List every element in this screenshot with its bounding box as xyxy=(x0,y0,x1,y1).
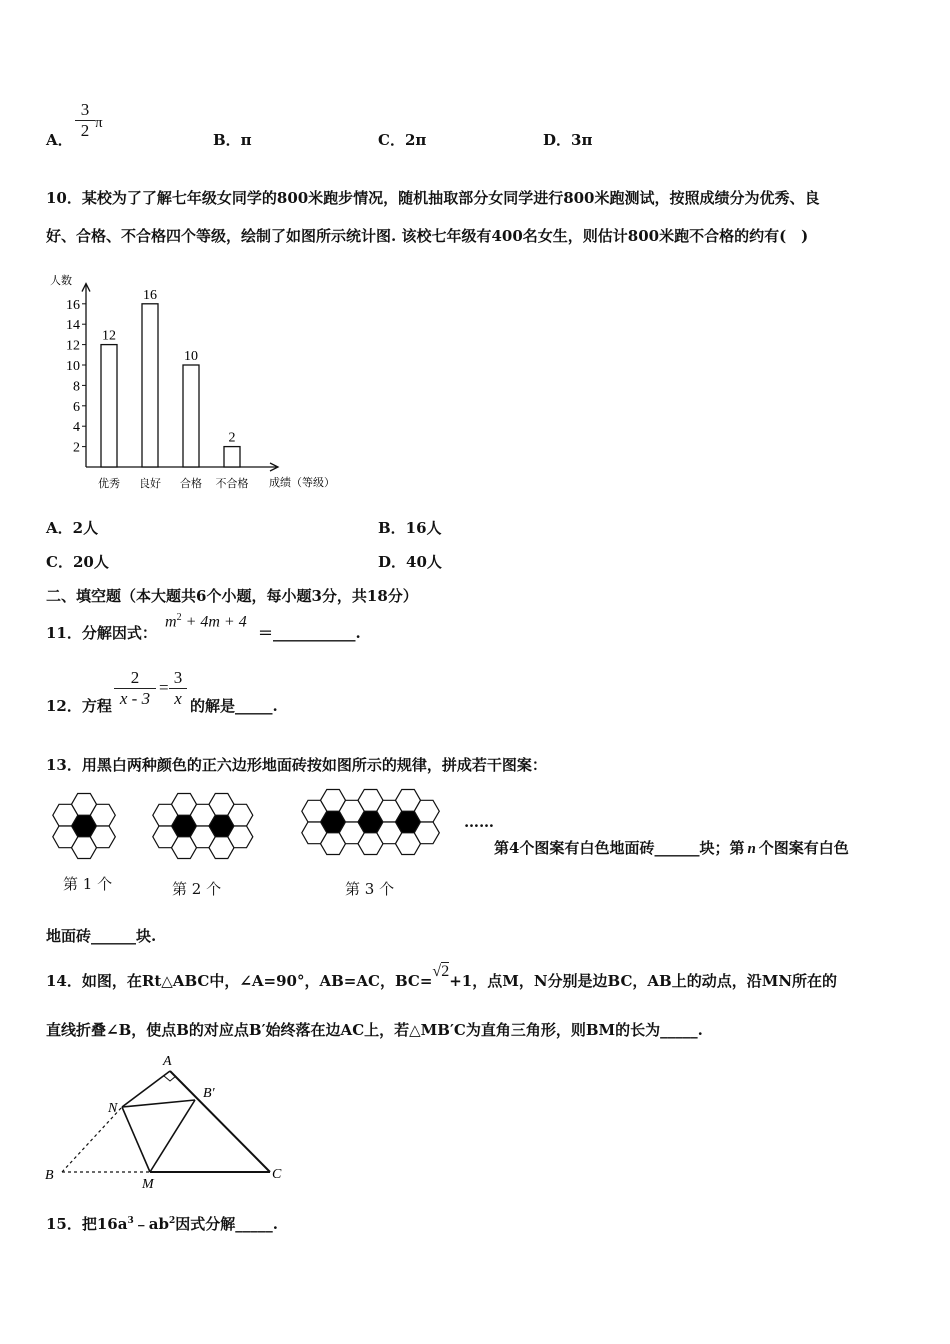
q10-option-b: B．16人 xyxy=(378,519,442,537)
q12-fraction-2-numerator: 3 xyxy=(173,668,183,687)
q13-line3: 地面砖______块. xyxy=(46,927,157,945)
chart-y-ticks xyxy=(66,298,86,456)
q11-exponent: 2 xyxy=(176,612,182,623)
y-tick-label: 6 xyxy=(73,399,80,415)
white-hexagon-tile xyxy=(414,800,439,822)
y-tick-label: 16 xyxy=(66,297,80,313)
q9-option-a-denominator: 2 xyxy=(80,121,90,140)
bar xyxy=(101,345,117,467)
chart-bars xyxy=(101,288,240,467)
y-tick-label: 2 xyxy=(73,440,80,456)
y-tick-label: 14 xyxy=(66,318,80,334)
q15-prefix: 15．把16a xyxy=(46,1215,128,1233)
q10-option-c: C．20人 xyxy=(46,553,109,571)
y-tick-label: 4 xyxy=(73,420,80,436)
x-category-label: 合格 xyxy=(180,478,202,490)
segment-mbp xyxy=(150,1100,195,1172)
q12-prefix: 12．方程 xyxy=(46,697,112,715)
y-tick-label: 8 xyxy=(73,379,80,395)
q12-fraction-1-denominator: x - 3 xyxy=(119,689,151,708)
pattern-label-2: 第 2 个 xyxy=(172,880,222,898)
bar-value-label: 16 xyxy=(143,287,157,303)
q15-exponent-1: 3 xyxy=(127,1216,134,1226)
white-hexagon-tile xyxy=(228,826,253,848)
q12-fraction-2 xyxy=(169,668,187,709)
point-m-label: M xyxy=(142,1177,154,1192)
point-bprime-label: B′ xyxy=(203,1086,215,1101)
chart-ylabel: 人数 xyxy=(50,275,72,287)
triangle-figure xyxy=(40,1052,290,1192)
q9-option-a-pi: π xyxy=(95,115,103,131)
chart-xlabel: 成绩（等级） xyxy=(269,477,335,489)
bar-chart xyxy=(46,270,346,495)
q13-fill-line-a: 第4个图案有白色地面砖______块；第 xyxy=(494,839,745,857)
q9-option-a-numerator: 3 xyxy=(80,100,90,119)
q9-option-a-fraction xyxy=(75,100,95,141)
q15-exponent-2: 2 xyxy=(168,1216,176,1226)
q14-line2: 直线折叠∠B，使点B的对应点B′始终落在边AC上，若△MB′C为直角三角形，则BM的长为_____. xyxy=(46,1021,703,1039)
q13-text: 13．用黑白两种颜色的正六边形地面砖按如图所示的规律，拼成若干图案： xyxy=(46,756,547,774)
q11-prefix: 11．分解因式： xyxy=(46,624,157,642)
q10-text-line2: 好、合格、不合格四个等级，绘制了如图所示统计图. 该校七年级有400名女生，则估计800米跑不合格的约有( ) xyxy=(46,227,809,245)
q9-option-c: C．2π xyxy=(378,131,427,149)
white-hexagon-tile xyxy=(90,804,115,826)
white-hexagon-tile xyxy=(153,826,178,848)
q9-option-d: D．3π xyxy=(543,131,593,149)
bar-value-label: 12 xyxy=(102,328,116,344)
y-tick-label: 10 xyxy=(66,359,80,374)
q12-fraction-1-numerator: 2 xyxy=(130,668,140,687)
q11-expr-rest: + 4m + 4 xyxy=(181,613,247,631)
q13-fill-line xyxy=(494,837,849,858)
right-angle-mark xyxy=(164,1076,176,1081)
q10-option-a: A．2人 xyxy=(46,519,99,537)
bar xyxy=(183,365,199,467)
pattern-label-1: 第 1 个 xyxy=(63,875,113,893)
bar xyxy=(142,304,158,467)
q11-var-m: m xyxy=(165,613,177,631)
q14-line1-b: +1，点M，N分别是边BC，AB上的动点，沿MN所在的 xyxy=(449,972,838,990)
q15-text xyxy=(46,1213,278,1234)
q13-ellipsis: …… xyxy=(464,813,494,831)
point-c-label: C xyxy=(272,1167,282,1182)
white-hexagon-tile xyxy=(153,804,178,826)
q9-option-b: B．π xyxy=(213,131,252,149)
q12-equals: = xyxy=(159,678,169,697)
q14-sqrt-value: 2 xyxy=(441,963,450,980)
q14-line1 xyxy=(46,963,838,991)
x-category-label: 良好 xyxy=(139,478,161,490)
side-ac xyxy=(170,1071,270,1172)
chart-x-categories xyxy=(98,476,249,490)
side-an xyxy=(122,1071,170,1107)
x-category-label: 优秀 xyxy=(98,478,120,490)
white-hexagon-tile xyxy=(53,804,78,826)
q14-line1-a: 14．如图，在Rt△ABC中，∠A=90°，AB=AC，BC= xyxy=(46,972,433,990)
q13-n-variable: n xyxy=(747,841,756,857)
y-tick-label: 12 xyxy=(66,338,80,354)
white-hexagon-tile xyxy=(302,800,327,822)
hexagon-pattern-1 xyxy=(53,794,116,859)
q15-mid: ﹣ab xyxy=(133,1215,169,1233)
white-hexagon-tile xyxy=(228,804,253,826)
q10-option-d: D．40人 xyxy=(378,553,442,571)
q9-option-a-label: A． xyxy=(46,131,73,149)
q11-expression xyxy=(165,612,247,631)
segment-nbp xyxy=(122,1100,195,1107)
q10-text-line1: 10．某校为了了解七年级女同学的800米跑步情况，随机抽取部分女同学进行800米跑测试，按照成绩分为优秀、良 xyxy=(46,189,820,207)
q13-fill-line-b: 个图案有白色 xyxy=(758,839,849,857)
point-n-label: N xyxy=(108,1101,118,1116)
sqrt-symbol: √2 xyxy=(432,963,450,980)
white-hexagon-tile xyxy=(90,826,115,848)
section-2-heading: 二、填空题（本大题共6个小题，每小题3分，共18分） xyxy=(46,587,418,605)
bar-value-label: 10 xyxy=(184,349,198,364)
white-hexagon-tile xyxy=(302,822,327,844)
q11-suffix: ＝___________. xyxy=(258,624,361,642)
point-b-label: B xyxy=(45,1168,54,1183)
x-category-label: 不合格 xyxy=(215,478,249,490)
q12-fraction-2-denominator: x xyxy=(174,689,182,708)
bar-value-label: 2 xyxy=(228,430,236,446)
pattern-label-3: 第 3 个 xyxy=(345,880,395,898)
hexagon-pattern-3 xyxy=(302,790,440,855)
q12-fraction-1 xyxy=(114,668,156,709)
q15-suffix: 因式分解_____. xyxy=(175,1215,278,1233)
point-a-label: A xyxy=(163,1054,172,1069)
white-hexagon-tile xyxy=(414,822,439,844)
hexagon-pattern-2 xyxy=(153,794,253,859)
q12-suffix: 的解是_____. xyxy=(190,697,278,715)
segment-bn-dashed xyxy=(62,1107,122,1172)
segment-nm xyxy=(122,1107,150,1172)
bar xyxy=(224,447,240,467)
white-hexagon-tile xyxy=(53,826,78,848)
